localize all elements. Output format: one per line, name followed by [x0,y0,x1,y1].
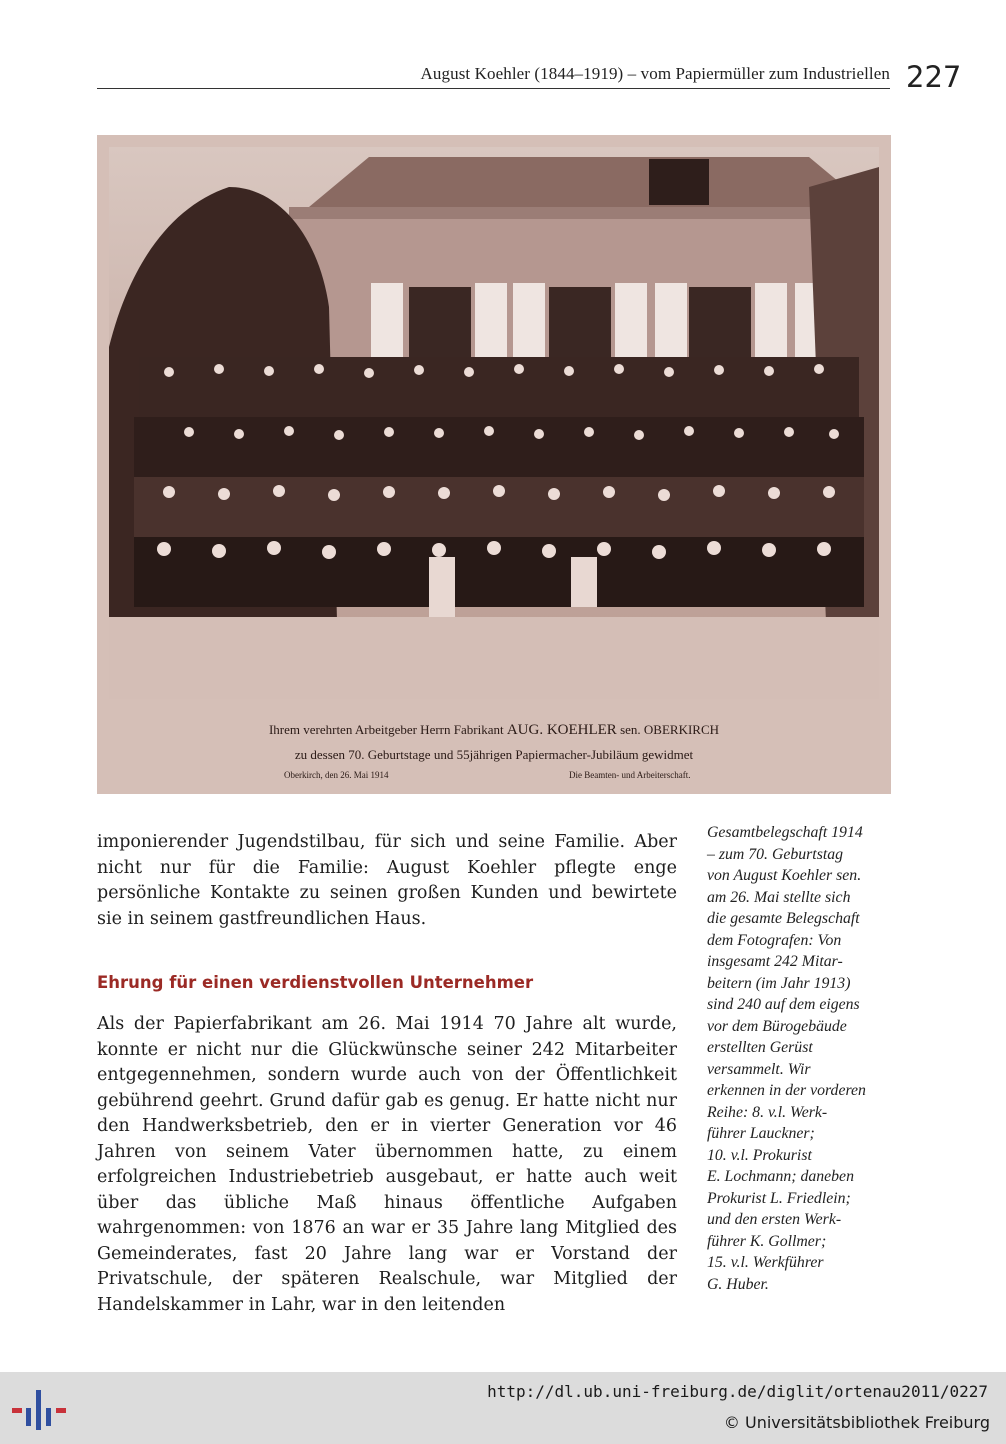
copyright-notice: © Universitätsbibliothek Freiburg [723,1413,990,1432]
plate-dedication-line [97,722,891,739]
ground [109,617,879,699]
running-title: August Koehler (1844–1919) – vom Papiermüller zum Industriellen [420,64,890,83]
caption-line: 15. v.l. Werkführer [707,1254,824,1271]
roof-shape [309,157,869,207]
caption-line: und den ersten Werk- [707,1211,842,1228]
caption-line: erstellten Gerüst [707,1039,813,1056]
caption-line: vor dem Bürogebäude [707,1017,847,1035]
caption-line: erkennen in der vorderen [707,1082,866,1099]
caption-line: dem Fotografen: Von [707,931,842,949]
photo-caption-plate [97,707,891,794]
caption-line: beitern (im Jahr 1913) [707,974,851,992]
crowd-rows [134,357,864,607]
header-rule [97,88,890,89]
footer-bar [0,1372,1006,1444]
plate-line1-name: AUG. KOEHLER [506,722,617,738]
caption-line: führer Lauckner; [707,1125,815,1142]
group-photo-image [109,147,879,699]
plate-signature: Die Beamten- und Arbeiterschaft. [569,770,691,780]
caption-line: E. Lochmann; daneben [707,1168,854,1185]
historic-photograph [97,135,891,794]
caption-line: am 26. Mai stellte sich [707,888,851,906]
caption-line: von August Koehler sen. [707,867,862,884]
caption-line: sind 240 auf dem eigens [707,996,860,1013]
caption-line: G. Huber. [707,1275,769,1293]
caption-line: versammelt. Wir [707,1060,811,1078]
body-paragraph-2: Als der Papierfabrikant am 26. Mai 1914 70 Jahre alt wurde, konnte er nicht nur die Glückwünsche seiner 242 Mitarbeiter entgegennehmen, sondern wurde auch von der Öffentlichkeit gebührend geehrt. Grund dafür gab es genug. Er hatte nicht nur den Handwerksbetrieb, den er in vierter Generation vor 46 Jahren von seinem Vater übernommen hatte, zu einem erfolgreichen Industriebetrieb ausgebaut, er hatte auch weit über das übliche Maß hinaus öffentliche Aufgaben wahrgenommen: von 1876 an war er 35 Jahre lang Mitglied des Gemeinderates, fast 20 Jahre lang war er Vorstand der Privatschule, der späteren Realschule, war Mitglied der Handelskammer in Lahr, war in den leitenden [97,1014,677,1315]
body-paragraph-1: imponierender Jugendstilbau, für sich und seine Familie. Aber nicht nur für die Familie: August Koehler pflegte enge persönliche Kontakte zu seinen großen Kunden und bewirtete sie in seinem gastfreundlichen Haus. [97,832,677,929]
page-number: 227 [906,60,962,94]
library-logo-icon [12,1382,66,1436]
section-heading: Ehrung für einen verdienstvollen Unternehmer [97,973,534,992]
source-url-link[interactable]: http://dl.ub.uni-freiburg.de/diglit/ortenau2011/0227 [487,1382,988,1401]
caption-line: insgesamt 242 Mitar- [707,953,843,970]
plate-line1-suffix: sen. OBERKIRCH [620,722,720,737]
caption-line: Prokurist L. Friedlein; [707,1189,851,1207]
caption-line: 10. v.l. Prokurist [707,1146,812,1164]
caption-line: – zum 70. Geburtstag [707,845,844,863]
caption-line: die gesamte Belegschaft [707,910,860,927]
plate-line1-prefix: Ihrem verehrten Arbeitgeber Herrn Fabrikant [268,722,504,737]
caption-line: führer K. Gollmer; [707,1232,827,1250]
photo-side-caption [707,822,897,1295]
plate-occasion-line: zu dessen 70. Geburtstage und 55jährigen Papiermacher-Jubiläum gewidmet [294,747,694,762]
caption-line: Reihe: 8. v.l. Werk- [707,1103,828,1121]
caption-line: Gesamtbelegschaft 1914 [707,824,863,841]
plate-place-date: Oberkirch, den 26. Mai 1914 [284,770,389,780]
dormer-window [649,159,709,205]
